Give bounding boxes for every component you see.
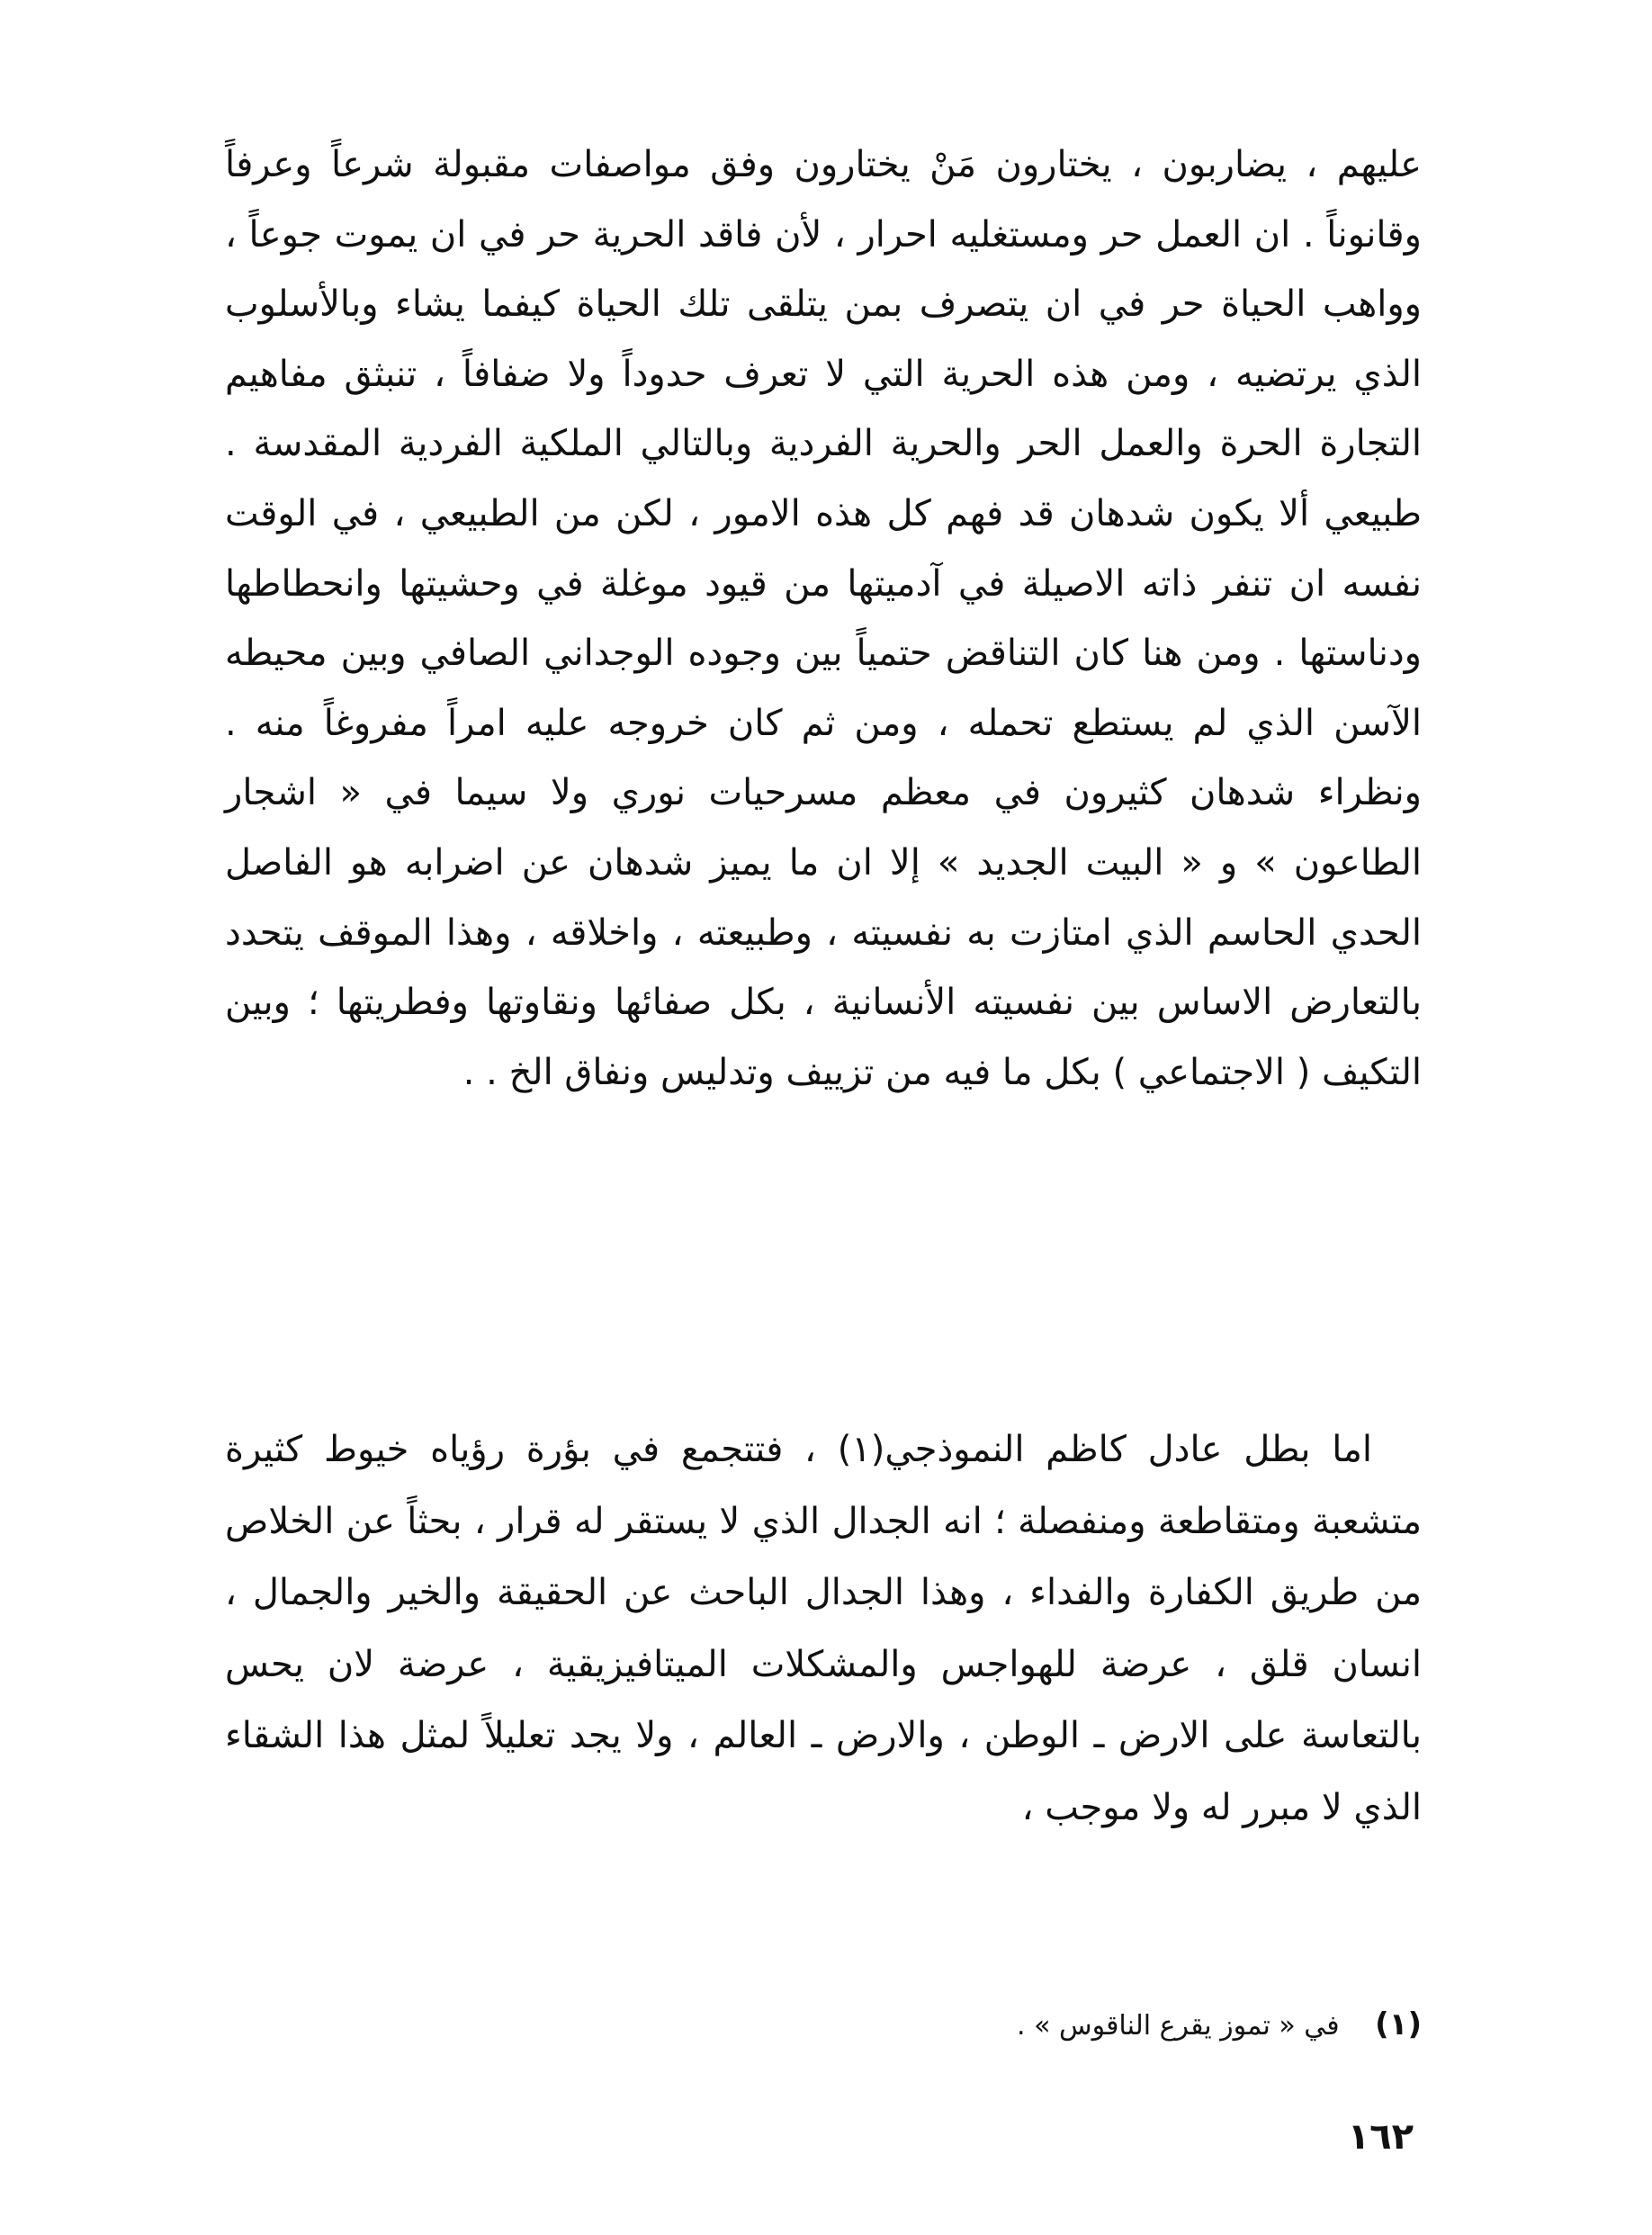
body-paragraph-1: عليهم ، يضاربون ، يختارون مَنْ يختارون وفق مواصفات مقبولة شرعاً وعرفاً وقانوناً . ان العمل حر ومستغليه احرار ، لأن فاقد الحرية حر في ان يموت جوعاً ، وواهب الحياة حر في ان يتصرف بمن يتلقى تلك الحياة كيفما يشاء وبالأسلوب الذي يرتضيه ، ومن هذه الحرية التي لا تعرف حدوداً ولا ضفافاً ، تنبثق مفاهيم التجارة الحرة والعمل الحر والحرية الفردية وبالتالي الملكية الفردية المقدسة . طبيعي ألا يكون شدهان قد فهم كل هذه الامور ، لكن من الطبيعي ، في الوقت نفسه ان تنفر ذاته الاصيلة في آدميتها من قيود موغلة في وحشيتها وانحطاطها ودناستها . ومن هنا كان التناقض حتمياً بين وجوده الوجداني الصافي وبين محيطه الآسن الذي لم يستطع تحمله ، ومن ثم كان خروجه عليه امراً مفروغاً منه . ونظراء شدهان كثيرون في معظم مسرحيات نوري ولا سيما في « اشجار الطاعون » و « البيت الجديد » إلا ان ما يميز شدهان عن اضرابه هو الفاصل الحدي الحاسم الذي امتازت به نفسيته ، وطبيعته ، واخلاقه ، وهذا الموقف يتحدد بالتعارض الاساس بين نفسيته الأنسانية ، بكل صفائها ونقاوتها وفطريتها ؛ وبين التكيف ( الاجتماعي ) بكل ما فيه من تزييف وتدليس ونفاق الخ . . bbox=[225, 144, 1422, 1093]
footnote-marker: (١) bbox=[1375, 2006, 1422, 2042]
footnote bbox=[810, 2002, 1422, 2049]
footnote-text: في « تموز يقرع الناقوس » . bbox=[1017, 2010, 1340, 2042]
page-number: ١٦٢ bbox=[1347, 2116, 1414, 2158]
body-paragraph-2: اما بطل عادل كاظم النموذجي(١) ، فتتجمع في بؤرة رؤياه خيوط كثيرة متشعبة ومتقاطعة ومنفصلة ؛ انه الجدال الذي لا يستقر له قرار ، بحثاً عن الخلاص من طريق الكفارة والفداء ، وهذا الجدال الباحث عن الحقيقة والخير والجمال ، انسان قلق ، عرضة للهواجس والمشكلات الميتافيزيقية ، عرضة لان يحس بالتعاسة على الارض ـ الوطن ، والارض ـ العالم ، ولا يجد تعليلاً لمثل هذا الشقاء الذي لا مبرر له ولا موجب ، bbox=[225, 1429, 1422, 1828]
